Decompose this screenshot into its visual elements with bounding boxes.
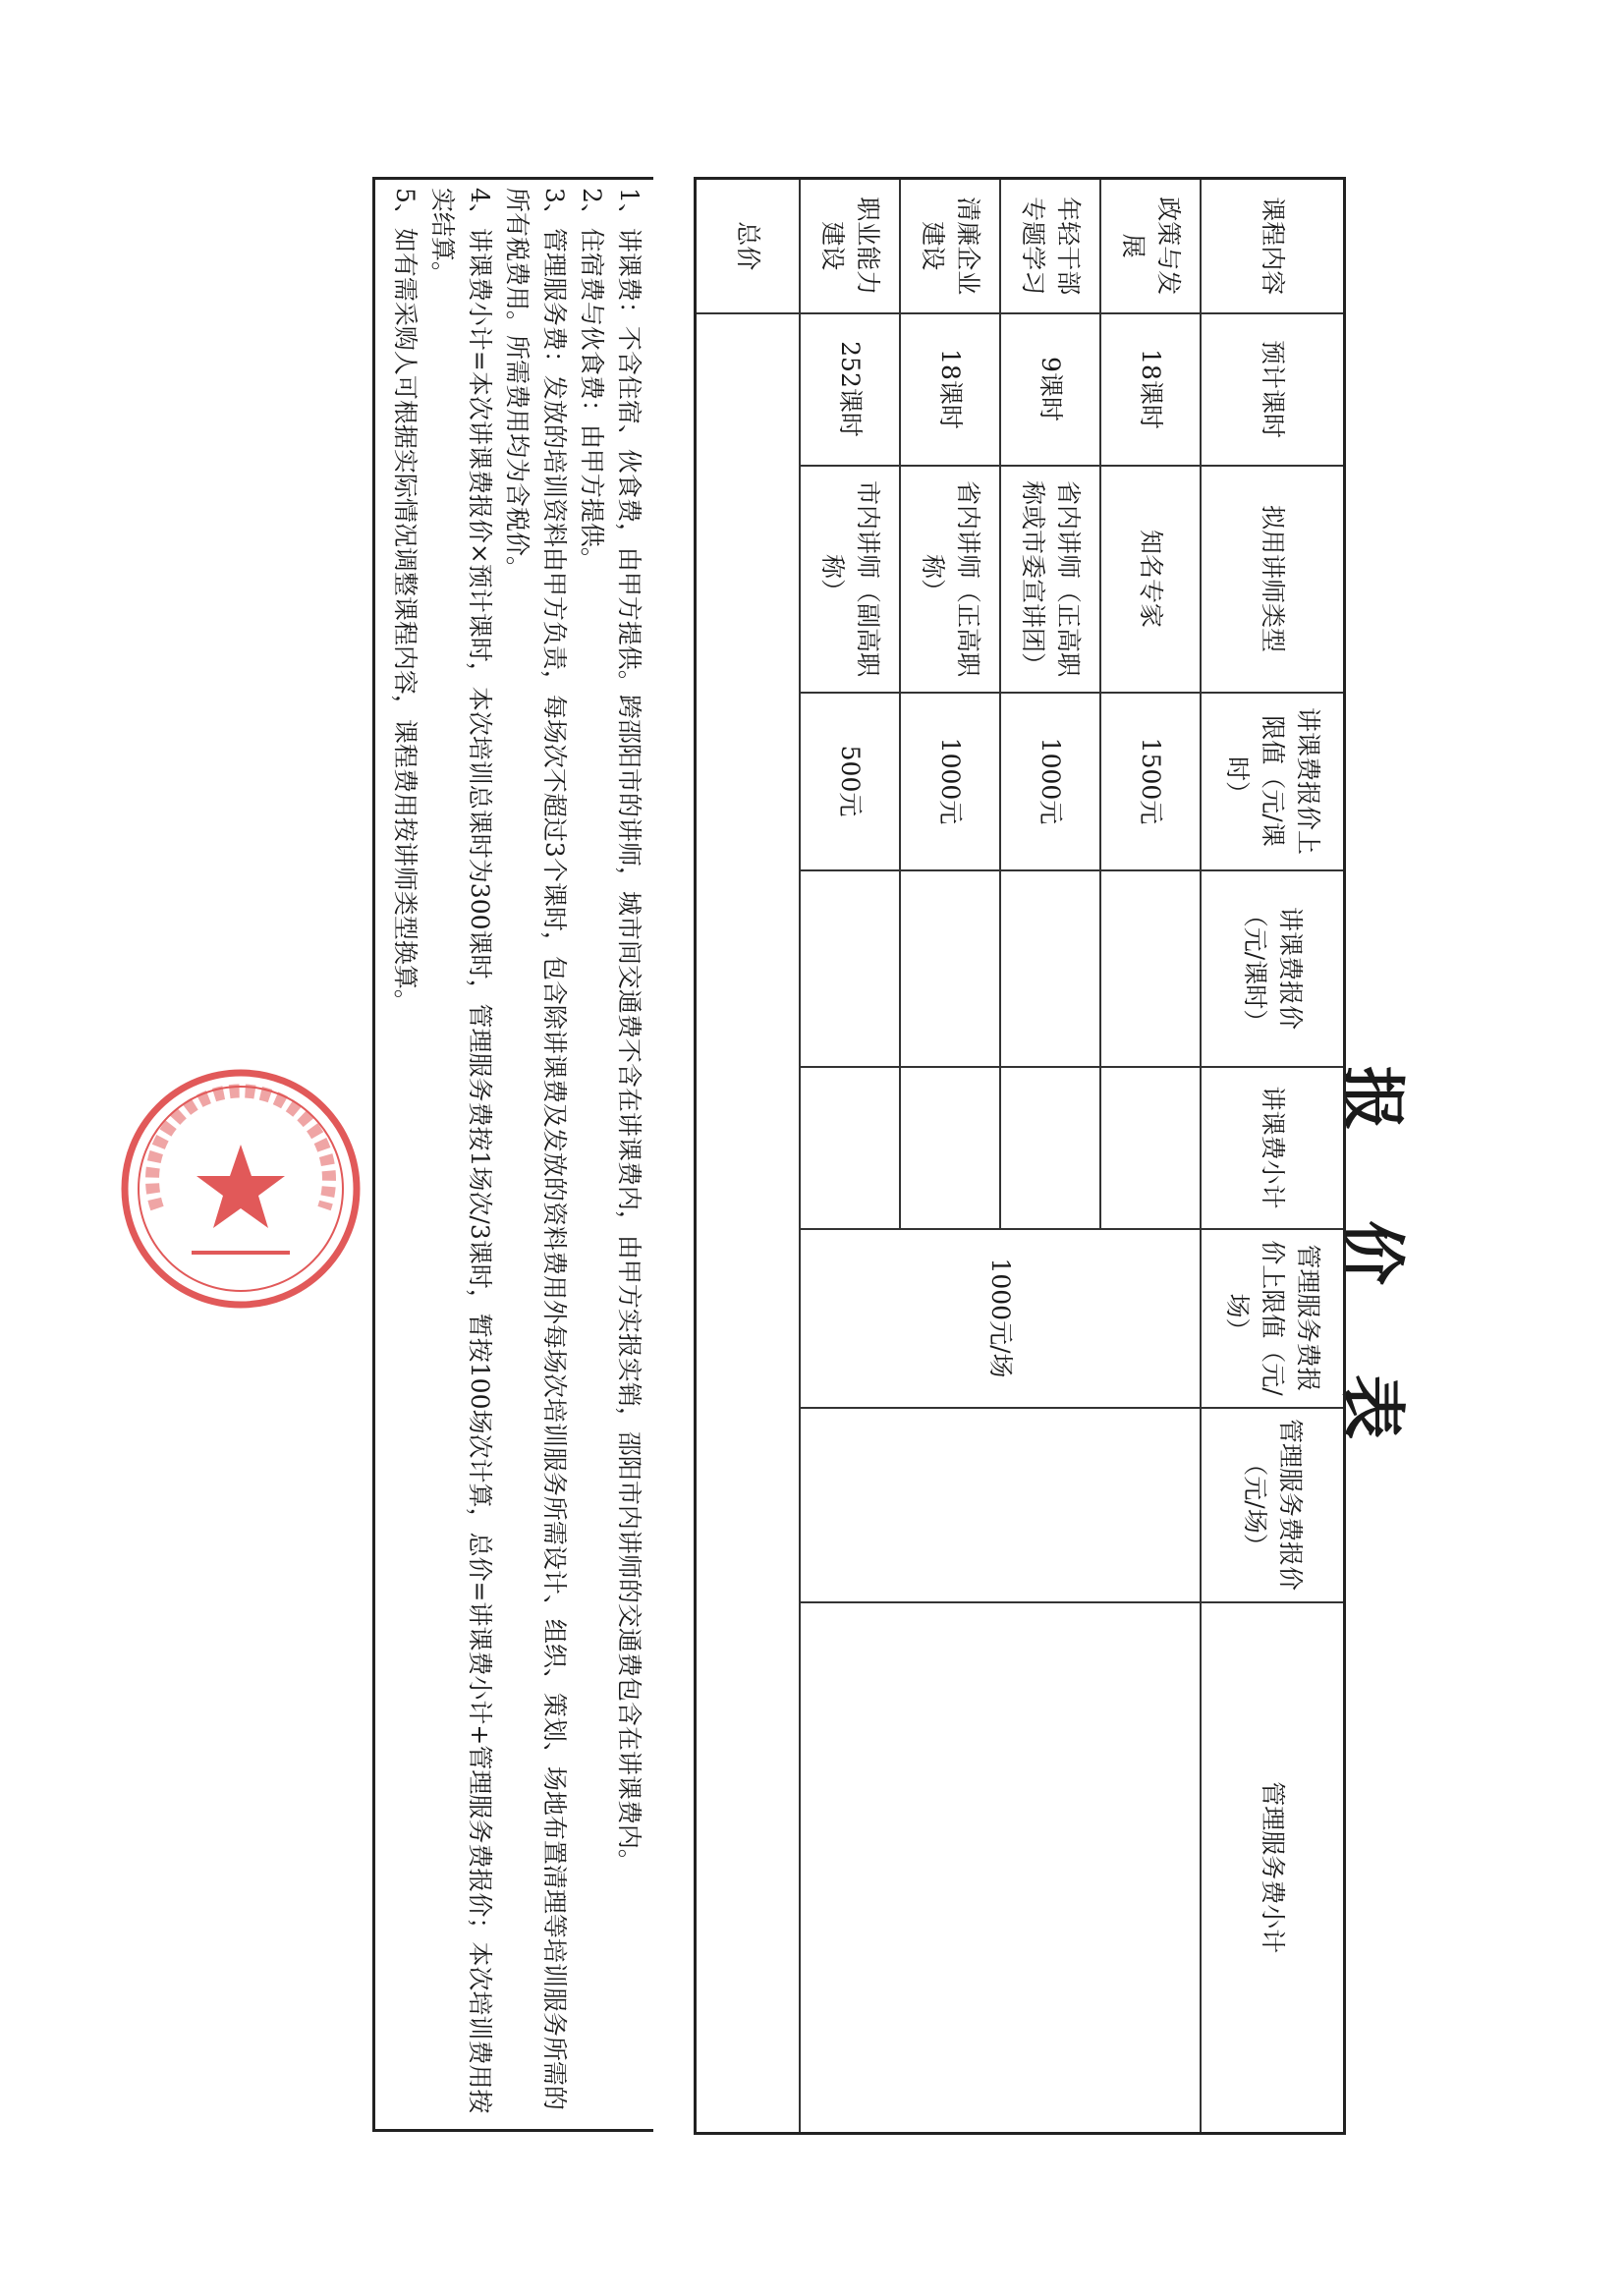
cell-lecturer: 省内讲师（正高职称） bbox=[900, 466, 1000, 693]
cell-course: 清廉企业建设 bbox=[900, 179, 1000, 313]
quote-table bbox=[694, 177, 1346, 2135]
note-item: 3、管理服务费：发放的培训资料由甲方负责，每场次不超过3个课时，包含除讲课费及发放的资料费用外每场次培训服务所需设计、组织、策划、场地布置清理等培训服务所需的所有税费用。所需费用均为含税价。 bbox=[503, 188, 569, 2110]
note-item: 2、住宿费与伙食费：由甲方提供。 bbox=[578, 188, 606, 572]
cell-fee-cap: 500元 bbox=[800, 693, 900, 870]
cell-fee-quote[interactable] bbox=[1100, 870, 1201, 1067]
seal-arc-band bbox=[152, 1091, 329, 1208]
cell-mgmt-subtotal[interactable] bbox=[800, 1602, 1201, 2134]
header-lecturer-type: 拟用讲师类型 bbox=[1201, 466, 1345, 693]
header-fee-quote: 讲课费报价（元/课时） bbox=[1201, 870, 1345, 1067]
notes-section bbox=[372, 177, 653, 2132]
cell-lecturer: 省内讲师（正高职称或市委宣讲团） bbox=[1000, 466, 1100, 693]
cell-fee-cap: 1500元 bbox=[1100, 693, 1201, 870]
cell-fee-subtotal[interactable] bbox=[1000, 1067, 1100, 1229]
document-title: 报 价 表 bbox=[1334, 1066, 1411, 1473]
cell-hours: 18课时 bbox=[1100, 313, 1201, 466]
cell-course: 职业能力建设 bbox=[800, 179, 900, 313]
total-label: 总价 bbox=[696, 179, 801, 313]
header-hours: 预计课时 bbox=[1201, 313, 1345, 466]
document-page bbox=[314, 177, 1411, 2132]
cell-fee-subtotal[interactable] bbox=[1100, 1067, 1201, 1229]
cell-fee-quote[interactable] bbox=[900, 870, 1000, 1067]
cell-course: 年轻干部专题学习 bbox=[1000, 179, 1100, 313]
total-row bbox=[696, 179, 801, 2134]
cell-lecturer: 知名专家 bbox=[1100, 466, 1201, 693]
note-item: 5、如有需采购人可根据实际情况调整课程内容，课程费用按讲师类型换算。 bbox=[391, 188, 420, 1014]
cell-mgmt-cap: 1000元/场 bbox=[800, 1229, 1201, 1408]
total-value[interactable] bbox=[696, 313, 801, 2134]
cell-fee-subtotal[interactable] bbox=[800, 1067, 900, 1229]
cell-fee-cap: 1000元 bbox=[900, 693, 1000, 870]
cell-fee-subtotal[interactable] bbox=[900, 1067, 1000, 1229]
header-fee-cap: 讲课费报价上限值（元/课时） bbox=[1201, 693, 1345, 870]
cell-mgmt-quote[interactable] bbox=[800, 1408, 1201, 1602]
note-item: 4、讲课费小计=本次讲课费报价×预计课时，本次培训总课时为300课时，管理服务费按1场次/3课时，暂按100场次计算，总价=讲课费小计+管理服务费报价；本次培训费用按实结算。 bbox=[428, 188, 494, 2114]
seal-star-icon bbox=[196, 1145, 285, 1228]
cell-fee-cap: 1000元 bbox=[1000, 693, 1100, 870]
cell-lecturer: 市内讲师（副高职称） bbox=[800, 466, 900, 693]
header-fee-subtotal: 讲课费小计 bbox=[1201, 1067, 1345, 1229]
header-mgmt-subtotal: 管理服务费小计 bbox=[1201, 1602, 1345, 2134]
cell-course: 政策与发展 bbox=[1100, 179, 1201, 313]
cell-hours: 9课时 bbox=[1000, 313, 1100, 466]
header-mgmt-cap: 管理服务费报价上限值（元/场） bbox=[1201, 1229, 1345, 1408]
cell-fee-quote[interactable] bbox=[800, 870, 900, 1067]
header-mgmt-quote: 管理服务费报价（元/场） bbox=[1201, 1408, 1345, 1602]
cell-hours: 252课时 bbox=[800, 313, 900, 466]
cell-fee-quote[interactable] bbox=[1000, 870, 1100, 1067]
header-course: 课程内容 bbox=[1201, 179, 1345, 313]
table-row bbox=[1100, 179, 1201, 2134]
note-item: 1、讲课费：不含住宿、伙食费，由甲方提供。跨邵阳市的讲师，城市间交通费不含在讲课费内，由甲方实报实销，邵阳市内讲师的交通费包含在讲课费内。 bbox=[615, 188, 644, 1874]
seal-inner-ring bbox=[139, 1087, 343, 1291]
cell-hours: 18课时 bbox=[900, 313, 1000, 466]
